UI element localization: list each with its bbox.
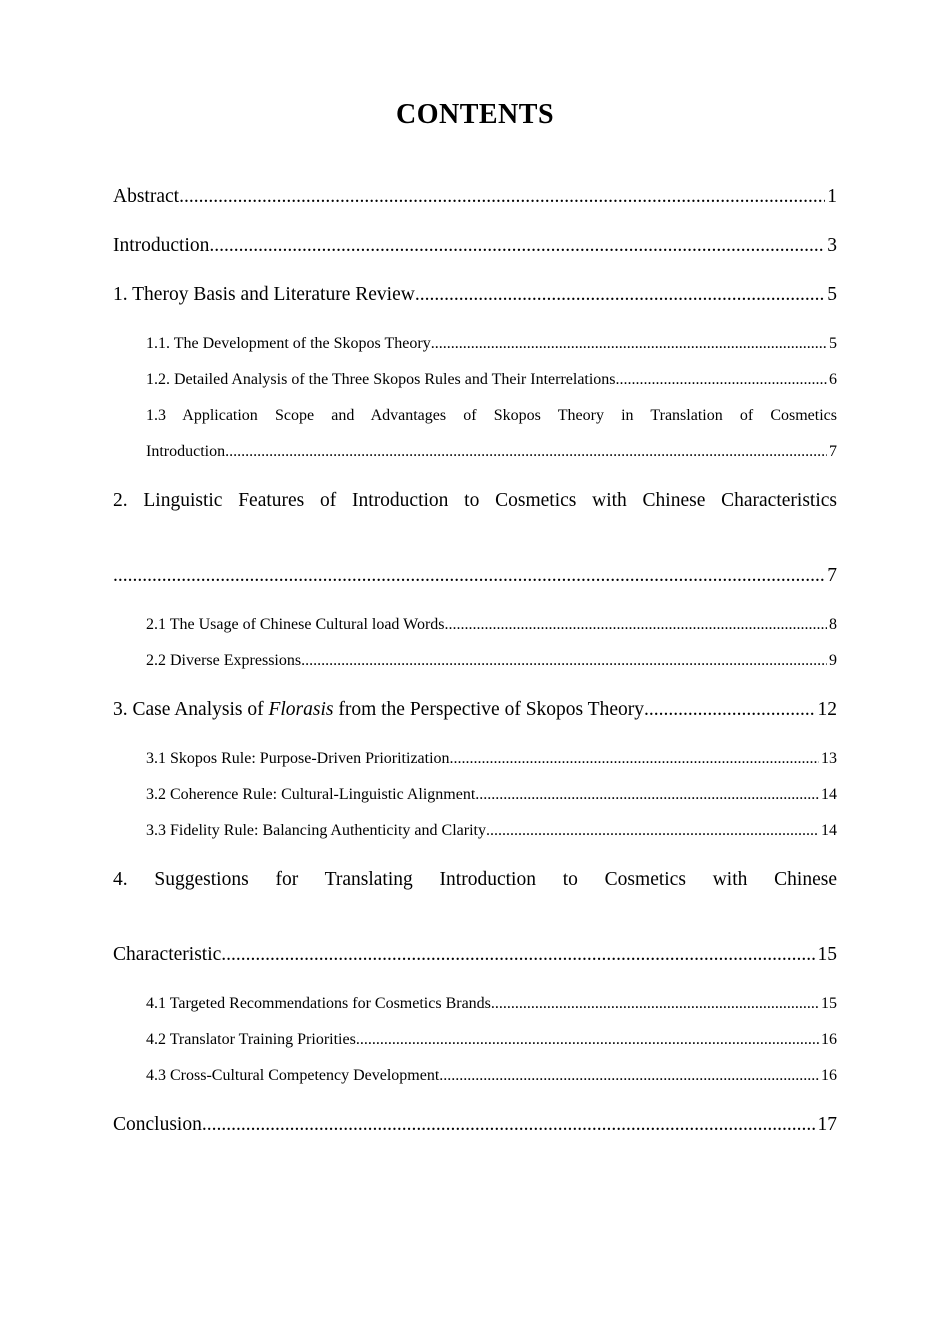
toc-entry-text-after-italic: from the Perspective of Skopos Theory	[333, 699, 644, 720]
toc-entry-2[interactable]	[113, 483, 837, 594]
toc-entry-label: 4.3 Cross-Cultural Competency Development	[146, 1067, 440, 1084]
toc-page-number: 15	[821, 995, 837, 1012]
toc-entry-line1: 4. Suggestions for Translating Introduction to Cosmetics with Chinese	[113, 869, 837, 890]
dot-leader	[450, 741, 819, 777]
toc-entry-1-2[interactable]	[113, 362, 837, 398]
dot-leader	[486, 813, 819, 849]
toc-page-number: 5	[827, 284, 837, 305]
toc-page-number: 17	[817, 1114, 837, 1135]
toc-entry-line1: 1.3 Application Scope and Advantages of Skopos Theory in Translation of Cosmetics	[146, 407, 837, 424]
toc-entry-label: 1.1. The Development of the Skopos Theory	[146, 335, 431, 352]
toc-entry-italic-text: Florasis	[268, 699, 334, 720]
toc-entry-label: 1.2. Detailed Analysis of the Three Skopos Rules and Their Interrelations	[146, 371, 616, 388]
toc-entry-2-1[interactable]	[113, 607, 837, 643]
toc-entry-4-2[interactable]	[113, 1022, 837, 1058]
toc-entry-label: Conclusion	[113, 1114, 202, 1135]
toc-entry-1-1[interactable]	[113, 326, 837, 362]
dot-leader	[616, 362, 827, 398]
toc-entry-conclusion[interactable]	[113, 1107, 837, 1143]
toc-entry-4-1[interactable]	[113, 986, 837, 1022]
dot-leader	[225, 434, 827, 470]
dot-leader	[415, 277, 825, 313]
toc-entry-introduction[interactable]	[113, 228, 837, 264]
dot-leader	[179, 179, 825, 215]
toc-page-number: 16	[821, 1031, 837, 1048]
dot-leader	[221, 937, 815, 973]
toc-page-number: 8	[829, 616, 837, 633]
toc-entry-abstract[interactable]	[113, 179, 837, 215]
toc-entry-3-2[interactable]	[113, 777, 837, 813]
toc-entry-3-1[interactable]	[113, 741, 837, 777]
toc-entry-label	[113, 692, 644, 728]
toc-page-number: 14	[821, 786, 837, 803]
toc-entry-label: Abstract	[113, 186, 180, 207]
toc-entry-4[interactable]	[113, 862, 837, 973]
toc-entry-label: 2.2 Diverse Expressions	[146, 652, 302, 669]
dot-leader	[491, 986, 819, 1022]
toc-page-number: 16	[821, 1067, 837, 1084]
toc-page-number: 7	[829, 443, 837, 460]
toc-page-number: 9	[829, 652, 837, 669]
dot-leader	[356, 1022, 819, 1058]
toc-page-number: 13	[821, 750, 837, 767]
dot-leader	[644, 692, 816, 728]
toc-entry-4-3[interactable]	[113, 1058, 837, 1094]
dot-leader	[113, 558, 825, 594]
dot-leader	[431, 326, 827, 362]
toc-page-number: 15	[817, 944, 837, 965]
toc-entry-1[interactable]	[113, 277, 837, 313]
dot-leader	[475, 777, 819, 813]
dot-leader	[202, 1107, 816, 1143]
toc-entry-text-before-italic: 3. Case Analysis of	[113, 699, 269, 720]
contents-title: CONTENTS	[395, 99, 555, 130]
toc-entry-line2: Introduction	[146, 443, 226, 460]
dot-leader	[209, 228, 825, 264]
toc-entry-2-2[interactable]	[113, 643, 837, 679]
dot-leader	[301, 643, 827, 679]
toc-entry-label: 4.1 Targeted Recommendations for Cosmetics Brands	[146, 995, 491, 1012]
toc-entry-label: 3.2 Coherence Rule: Cultural-Linguistic Alignment	[146, 786, 476, 803]
toc-entry-label: 3.3 Fidelity Rule: Balancing Authenticity and Clarity	[146, 822, 486, 839]
toc-page-number: 3	[827, 235, 837, 256]
toc-entry-label: 3.1 Skopos Rule: Purpose-Driven Prioritization	[146, 750, 450, 767]
toc-entry-3[interactable]	[113, 692, 837, 728]
toc-entry-line2: Characteristic	[113, 944, 222, 965]
toc-page-number: 7	[827, 565, 837, 586]
toc-entry-label: 1. Theroy Basis and Literature Review	[113, 284, 415, 305]
toc-entry-line1: 2. Linguistic Features of Introduction to Cosmetics with Chinese Characteristics	[113, 490, 837, 511]
toc-entry-label: 2.1 The Usage of Chinese Cultural load Words	[146, 616, 445, 633]
toc-page-number: 14	[821, 822, 837, 839]
toc-page-number: 5	[829, 335, 837, 352]
toc-page-number: 12	[817, 699, 837, 720]
toc-entry-1-3[interactable]	[113, 398, 837, 470]
toc-page-number: 1	[827, 186, 837, 207]
toc-entry-3-3[interactable]	[113, 813, 837, 849]
toc-entry-label: 4.2 Translator Training Priorities	[146, 1031, 356, 1048]
dot-leader	[439, 1058, 819, 1094]
dot-leader	[445, 607, 827, 643]
toc-entry-label: Introduction	[113, 235, 210, 256]
toc-page-number: 6	[829, 371, 837, 388]
